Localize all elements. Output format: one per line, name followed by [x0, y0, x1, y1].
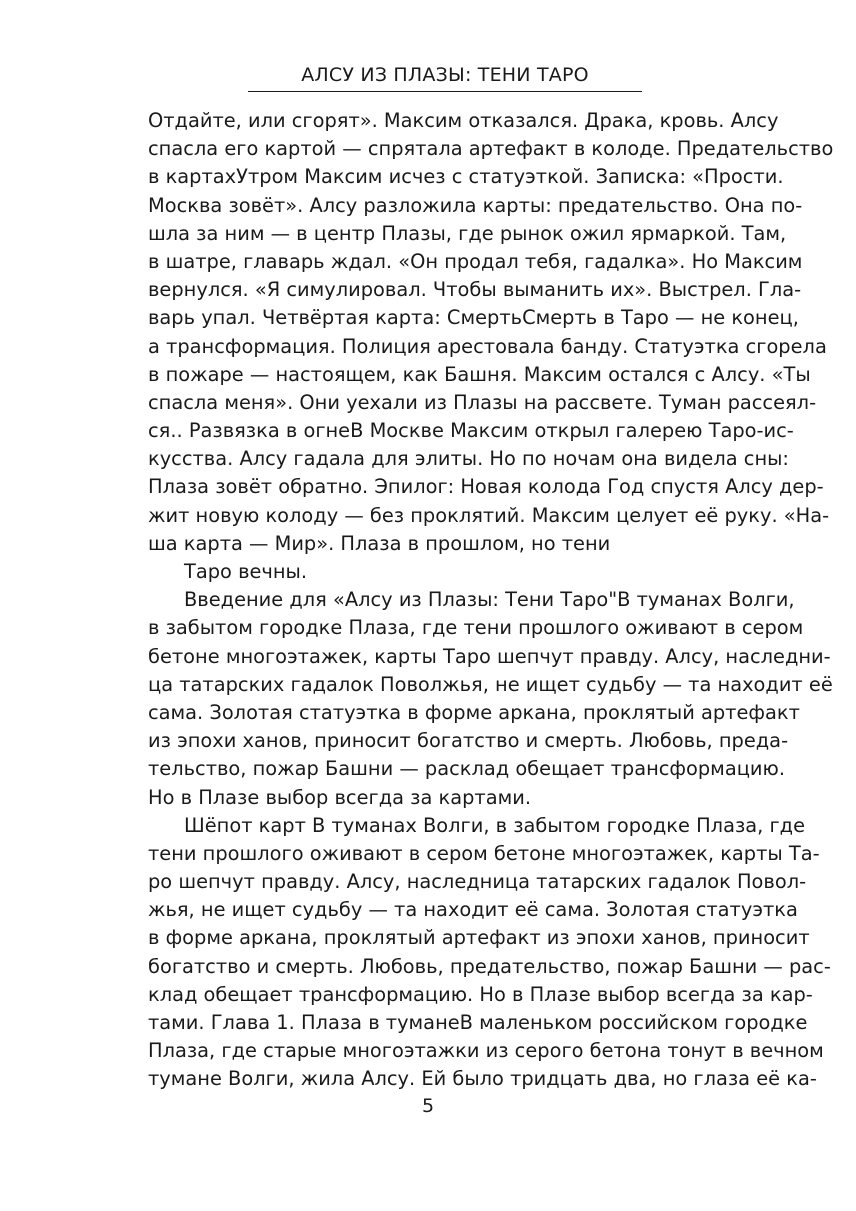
text-line: сама. Золотая статуэтка в форме аркана, проклятый артефакт — [148, 700, 800, 724]
text-line: тельство, пожар Башни — расклад обещает трансформацию. — [148, 757, 785, 781]
text-line: Плаза, где старые многоэтажки из серого бетона тонут в вечном — [148, 1039, 824, 1063]
text-line: клад обещает трансформацию. Но в Плазе выбор всегда за кар- — [148, 982, 813, 1006]
text-line: Введение для «Алсу из Плазы: Тени Таро"В туманах Волги, — [184, 588, 795, 612]
text-line: из эпохи ханов, приносит богатство и смерть. Любовь, преда- — [148, 729, 789, 753]
text-line: ша карта — Мир». Плаза в прошлом, но тени — [148, 531, 611, 555]
text-line: спасла его картой — спрятала артефакт в колоде. Предательство — [148, 137, 834, 161]
text-line: в пожаре — настоящем, как Башня. Максим остался с Алсу. «Ты — [148, 362, 811, 386]
text-line: в шатре, главарь ждал. «Он продал тебя, гадалка». Но Максим — [148, 249, 803, 273]
text-line: в картахУтром Максим исчез с статуэткой. Записка: «Прости. — [148, 165, 784, 189]
text-line: в забытом городке Плаза, где тени прошлого оживают в сером — [148, 616, 804, 640]
body-text — [148, 107, 834, 1094]
running-title: АЛСУ ИЗ ПЛАЗЫ: ТЕНИ ТАРО — [301, 64, 589, 86]
page-number: 5 — [421, 1095, 435, 1117]
text-line: Отдайте, или сгорят». Максим отказался. Драка, кровь. Алсу — [148, 109, 779, 132]
text-line: Москва зовёт». Алсу разложила карты: предательство. Она по- — [148, 193, 803, 217]
text-line: в форме аркана, проклятый артефакт из эпохи ханов, приносит — [148, 926, 810, 950]
text-line: варь упал. Четвёртая карта: СмертьСмерть в Таро — не конец, — [148, 306, 799, 330]
text-line: Таро вечны. — [184, 560, 308, 583]
text-line: тумане Волги, жила Алсу. Ей было тридцать два, но глаза её ка- — [148, 1067, 817, 1091]
text-line: Но в Плазе выбор всегда за картами. — [148, 785, 531, 809]
text-line: ца татарских гадалок Поволжья, не ищет судьбу — та находит её — [148, 672, 833, 696]
text-line: тени прошлого оживают в сером бетоне многоэтажек, карты Та- — [148, 841, 820, 865]
text-line: жит новую колоду — без проклятий. Максим целует её руку. «На- — [148, 503, 830, 527]
text-line: ся.. Развязка в огнеВ Москве Максим открыл галерею Таро-ис- — [148, 419, 794, 443]
text-line: а трансформация. Полиция арестовала банду. Статуэтка сгорела — [148, 334, 827, 358]
text-line: жья, не ищет судьбу — та находит её сама. Золотая статуэтка — [148, 898, 798, 922]
text-line: ро шепчут правду. Алсу, наследница татарских гадалок Повол- — [148, 870, 807, 894]
text-line: бетоне многоэтажек, карты Таро шепчут правду. Алсу, наследни- — [148, 644, 831, 668]
text-line: спасла меня». Они уехали из Плазы на рассвете. Туман рассеял- — [148, 390, 817, 414]
header-rule — [248, 91, 642, 92]
text-line: тами. Глава 1. Плаза в туманеВ маленьком российском городке — [148, 1011, 808, 1034]
text-line: Шёпот карт В туманах Волги, в забытом городке Плаза, где — [184, 813, 805, 837]
text-line: богатство и смерть. Любовь, предательство, пожар Башни — рас- — [148, 954, 831, 978]
text-line: Плаза зовёт обратно. Эпилог: Новая колода Год спустя Алсу дер- — [148, 475, 824, 499]
text-line: кусства. Алсу гадала для элиты. Но по ночам она видела сны: — [148, 447, 789, 471]
text-line: шла за ним — в центр Плазы, где рынок ожил ярмаркой. Там, — [148, 221, 787, 245]
text-line: вернулся. «Я симулировал. Чтобы выманить их». Выстрел. Гла- — [148, 278, 802, 302]
